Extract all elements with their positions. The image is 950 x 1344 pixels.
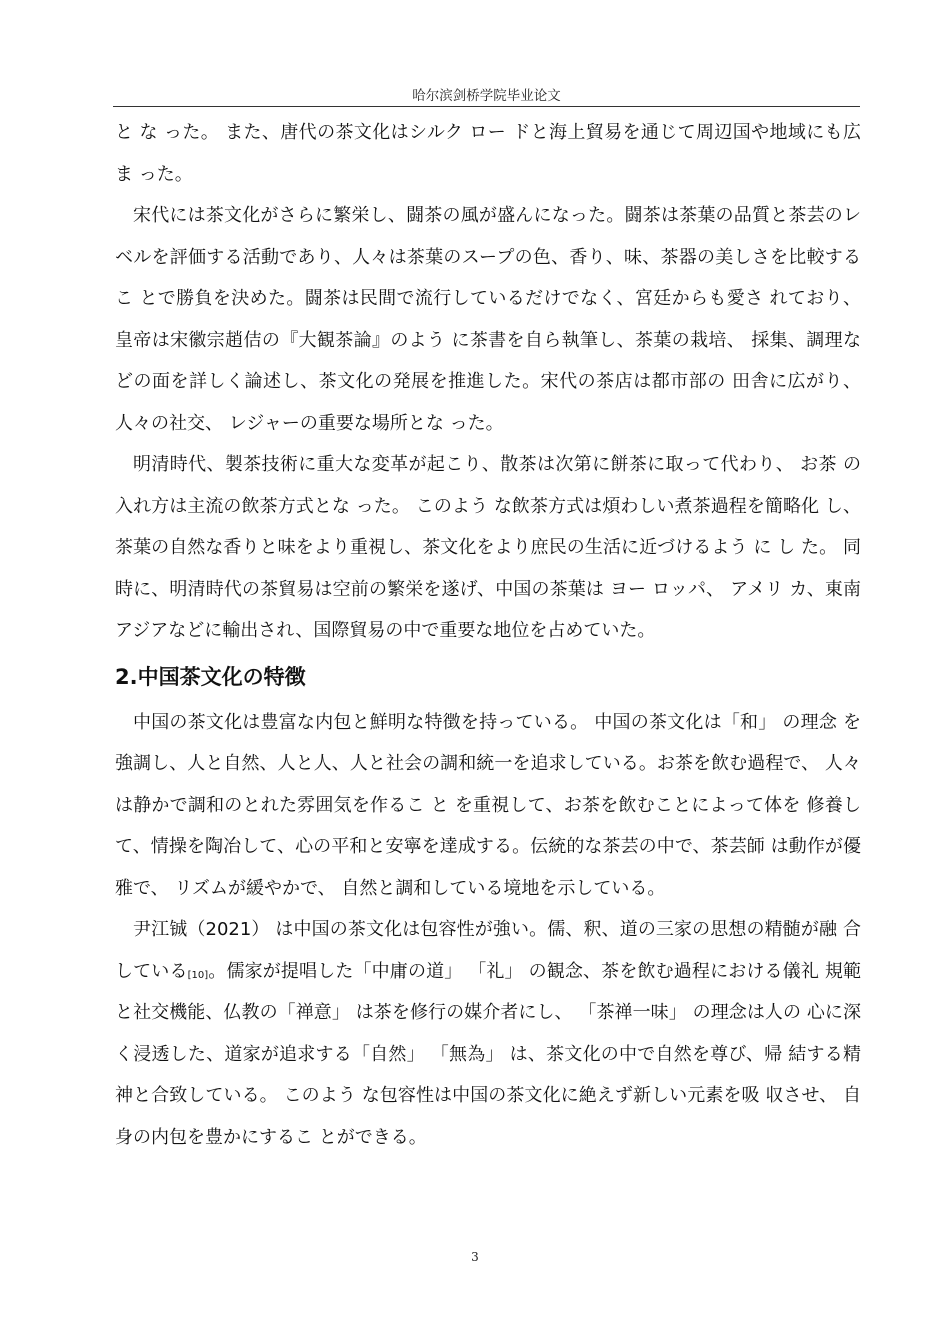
header-divider xyxy=(113,106,860,107)
paragraph-harmony: 中国の茶文化は豊富な内包と鮮明な特徴を持っている。 中国の茶文化は「和」 の理念 を強調し、人と自然、人と人、人と社会の調和統一を追求している。お茶を飲む過程で、 人々は静かで調和のとれた雰囲気を作るこ と を重視して、お茶を飲むことによって体を 修養して、情操を陶冶して、心の平和と安寧を達成する。伝統的な茶芸の中で、茶芸師 は動作が優雅で、 リズムが緩やかで、 自然と調和している境地を示している。 xyxy=(115,711,861,899)
running-header: 哈尔滨剑桥学院毕业论文 xyxy=(412,88,561,104)
paragraph-ming-qing: 明清時代、製茶技術に重大な変革が起こり、散茶は次第に餅茶に取って代わり、 お茶 の入れ方は主流の飲茶方式とな った。 このよう な飲茶方式は煩わしい煮茶過程を簡略化 し、茶葉の自然な香りと味をより重視し、茶文化をより庶民の生活に近づけるよう に し た。 同時に、明清時代の茶貿易は空前の繁栄を遂げ、中国の茶葉は ヨー ロッパ、 アメリ カ、東南アジアなどに輸出され、国際貿易の中で重要な地位を占めていた。 xyxy=(115,454,861,641)
paragraph-inclusiveness xyxy=(115,909,861,1158)
section-heading: 2.中国茶文化の特徴 xyxy=(115,664,306,689)
paragraph-tang-spread: と な った。 また、唐代の茶文化はシルク ロー ドと海上貿易を通じて周辺国や地域にも広 ま った。 xyxy=(115,122,861,185)
citation-marker: [10] xyxy=(187,969,209,981)
paragraph-song-dynasty: 宋代には茶文化がさらに繁栄し、闘茶の風が盛んになった。闘茶は茶葉の品質と茶芸のレベルを評価する活動であり、人々は茶葉のスープの色、香り、味、茶器の美しさを比較するこ とで勝負を決めた。闘茶は民間で流行しているだけでなく、宮廷からも愛さ れており、皇帝は宋徽宗趙佶の『大観茶論』のよう に茶書を自ら執筆し、茶葉の栽培、 採集、調理などの面を詳しく論述し、茶文化の発展を推進した。宋代の茶店は都市部の 田舎に広がり、人々の社交、 レジャーの重要な場所とな った。 xyxy=(115,205,861,434)
document-body xyxy=(115,112,861,1158)
page-number: 3 xyxy=(471,1250,479,1264)
paragraph-text-end: 。儒家が提唱した「中庸の道」 「礼」 の観念、茶を飲む過程における儀礼 規範と社交機能、仏教の「禅意」 は茶を修行の媒介者にし、 「茶禅一味」 の理念は人の 心に深く浸透した、道家が追求する「自然」 「無為」 は、茶文化の中で自然を尊び、帰 結する精神と合致している。 このよう な包容性は中国の茶文化に絶えず新しい元素を吸 収させ、 自身の内包を豊かにするこ とができる。 xyxy=(115,960,861,1148)
paragraph-text-start: 尹江铖（2021） は中国の茶文化は包容性が強い。儒、釈、道の三家の思想の精髄が融 合している xyxy=(115,919,861,982)
